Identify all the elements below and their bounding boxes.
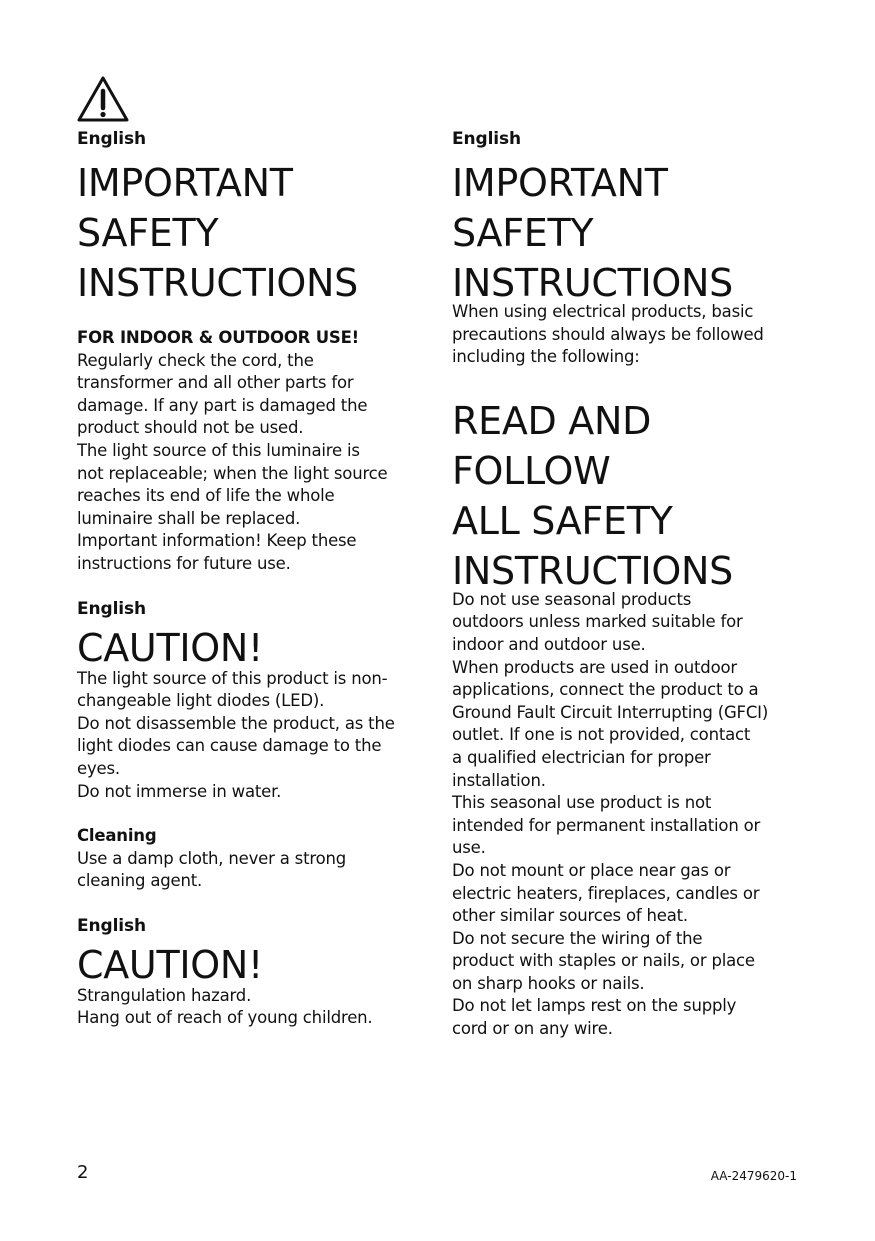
title-line: FOLLOW <box>452 448 611 493</box>
title-line: INSTRUCTIONS <box>77 261 358 305</box>
text-line: When using electrical products, basic <box>452 302 754 321</box>
title-line: SAFETY <box>77 211 219 255</box>
caution-led-body <box>77 668 427 804</box>
text-line: electric heaters, fireplaces, candles or <box>452 883 760 903</box>
text-line: product should not be used. <box>77 418 304 438</box>
caution-title: CAUTION! <box>77 942 263 987</box>
text-line: Do not let lamps rest on the supply <box>452 996 737 1016</box>
title-line: SAFETY <box>452 211 594 255</box>
language-label: English <box>77 915 147 936</box>
caution-strangulation-section <box>77 915 427 1030</box>
text-line: not replaceable; when the light source <box>77 463 388 483</box>
text-line: including the following: <box>452 347 640 367</box>
text-line: Do not immerse in water. <box>77 781 282 801</box>
text-line: outdoors unless marked suitable for <box>452 612 743 632</box>
safety-title <box>77 158 427 308</box>
text-line: This seasonal use product is not <box>452 793 712 813</box>
right-column <box>452 128 812 1041</box>
text-line: luminaire shall be replaced. <box>77 508 301 528</box>
text-line: Do not disassemble the product, as the <box>77 713 395 733</box>
text-line: eyes. <box>77 758 120 778</box>
caution-led-section <box>77 598 427 893</box>
caution-title: CAUTION! <box>77 625 263 670</box>
text-line: Hang out of reach of young children. <box>77 1008 373 1028</box>
text-line: other similar sources of heat. <box>452 906 688 926</box>
text-line: Do not use seasonal products <box>452 589 692 609</box>
precautions-body <box>452 589 812 1041</box>
safety-title <box>452 158 812 308</box>
text-line: product with staples or nails, or place <box>452 951 755 971</box>
text-line: intended for permanent installation or <box>452 815 761 835</box>
text-line: Strangulation hazard. <box>77 985 252 1005</box>
text-line: Ground Fault Circuit Interrupting (GFCI) <box>452 702 769 722</box>
text-line: cleaning agent. <box>77 871 203 891</box>
title-line: IMPORTANT <box>77 161 293 205</box>
text-line: Important information! Keep these <box>77 531 357 551</box>
language-label: English <box>77 598 147 619</box>
page-number: 2 <box>77 1162 89 1183</box>
indoor-outdoor-subhead: FOR INDOOR & OUTDOOR USE! <box>77 328 359 347</box>
strangulation-body <box>77 985 427 1030</box>
text-line: reaches its end of life the whole <box>77 486 335 506</box>
text-line: Do not mount or place near gas or <box>452 860 731 880</box>
cleaning-heading: Cleaning <box>77 826 157 846</box>
title-line: INSTRUCTIONS <box>452 261 733 305</box>
title-line: READ AND <box>452 398 652 443</box>
text-line: When products are used in outdoor <box>452 657 737 677</box>
text-line: Regularly check the cord, the <box>77 350 314 370</box>
safety-body <box>77 350 427 576</box>
title-line: IMPORTANT <box>452 161 668 205</box>
text-line: applications, connect the product to a <box>452 680 759 700</box>
title-line: ALL SAFETY <box>452 498 673 543</box>
text-line: indoor and outdoor use. <box>452 634 646 654</box>
language-label: English <box>77 129 147 149</box>
title-line: INSTRUCTIONS <box>452 548 733 593</box>
text-line: instructions for future use. <box>77 553 291 573</box>
text-line: Do not secure the wiring of the <box>452 928 703 948</box>
cleaning-body <box>77 848 427 893</box>
text-line: a qualified electrician for proper <box>452 747 711 767</box>
text-line: installation. <box>452 770 546 790</box>
text-line: cord or on any wire. <box>452 1019 613 1039</box>
read-follow-title <box>452 396 812 596</box>
text-line: The light source of this luminaire is <box>77 440 360 460</box>
left-column <box>77 128 427 1030</box>
text-line: precautions should always be followed <box>452 324 764 344</box>
text-line: transformer and all other parts for <box>77 373 354 393</box>
text-line: use. <box>452 838 486 858</box>
text-line: damage. If any part is damaged the <box>77 395 368 415</box>
text-line: The light source of this product is non- <box>77 668 388 688</box>
intro-body <box>452 301 812 369</box>
language-label: English <box>452 129 522 149</box>
text-line: light diodes can cause damage to the <box>77 736 382 756</box>
text-line: outlet. If one is not provided, contact <box>452 725 751 745</box>
text-line: changeable light diodes (LED). <box>77 691 325 711</box>
warning-triangle-icon <box>77 76 129 122</box>
safety-section <box>77 128 427 576</box>
document-code: AA-2479620-1 <box>710 1169 797 1183</box>
text-line: on sharp hooks or nails. <box>452 973 645 993</box>
text-line: Use a damp cloth, never a strong <box>77 848 346 868</box>
